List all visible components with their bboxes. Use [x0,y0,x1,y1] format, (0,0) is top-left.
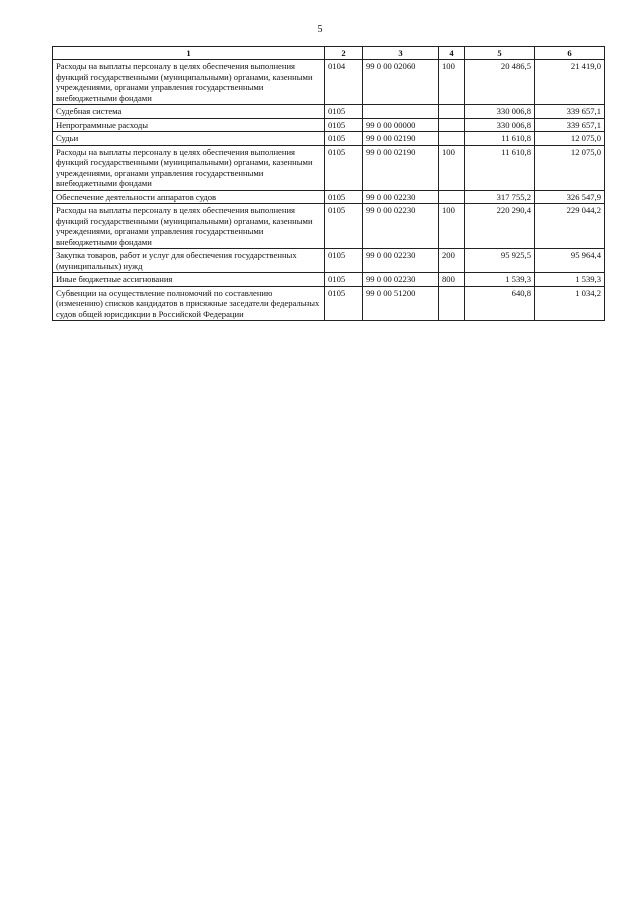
expense-name-cell: Расходы на выплаты персоналу в целях обеспечения выполнения функций государственными (муниципальными) органами, казенными учреждениями, органами управления государственными внебюджетными фондами [53,204,325,249]
table-row [53,190,605,203]
expense-name-cell: Расходы на выплаты персоналу в целях обеспечения выполнения функций государственными (муниципальными) органами, казенными учреждениями, органами управления государственными внебюджетными фондами [53,60,325,105]
expense-type-cell [439,105,465,118]
table-body [53,60,605,321]
amount-year1-cell: 1 539,3 [465,273,535,286]
budget-table [52,46,605,321]
expense-type-cell [439,190,465,203]
expense-type-cell: 800 [439,273,465,286]
section-code-cell: 0105 [325,286,363,320]
section-code-cell: 0105 [325,249,363,273]
expense-name-cell: Закупка товаров, работ и услуг для обеспечения государственных (муниципальных) нужд [53,249,325,273]
section-code-cell: 0105 [325,204,363,249]
target-article-cell: 99 0 00 02190 [363,145,439,190]
amount-year1-cell: 330 006,8 [465,118,535,131]
section-code-cell: 0105 [325,118,363,131]
table-row [53,273,605,286]
amount-year1-cell: 220 290,4 [465,204,535,249]
page-number: 5 [317,24,323,35]
expense-name-cell: Обеспечение деятельности аппаратов судов [53,190,325,203]
expense-name-cell: Судебная система [53,105,325,118]
target-article-cell: 99 0 00 02230 [363,249,439,273]
column-header: 4 [439,47,465,60]
table-row [53,132,605,145]
amount-year2-cell: 229 044,2 [535,204,605,249]
amount-year2-cell: 12 075,0 [535,145,605,190]
section-code-cell: 0105 [325,105,363,118]
section-code-cell: 0105 [325,190,363,203]
table-row [53,105,605,118]
amount-year2-cell: 339 657,1 [535,118,605,131]
table-row [53,204,605,249]
amount-year2-cell: 1 539,3 [535,273,605,286]
target-article-cell: 99 0 00 02190 [363,132,439,145]
expense-name-cell: Расходы на выплаты персоналу в целях обеспечения выполнения функций государственными (муниципальными) органами, казенными учреждениями, органами управления государственными внебюджетными фондами [53,145,325,190]
expense-type-cell [439,132,465,145]
amount-year1-cell: 11 610,8 [465,145,535,190]
target-article-cell: 99 0 00 00000 [363,118,439,131]
amount-year1-cell: 330 006,8 [465,105,535,118]
target-article-cell: 99 0 00 02230 [363,273,439,286]
expense-name-cell: Иные бюджетные ассигнования [53,273,325,286]
expense-type-cell: 100 [439,145,465,190]
amount-year2-cell: 1 034,2 [535,286,605,320]
table-row [53,249,605,273]
expense-type-cell [439,286,465,320]
target-article-cell: 99 0 00 51200 [363,286,439,320]
amount-year2-cell: 326 547,9 [535,190,605,203]
expense-type-cell: 200 [439,249,465,273]
amount-year1-cell: 317 755,2 [465,190,535,203]
column-header: 6 [535,47,605,60]
column-header: 3 [363,47,439,60]
target-article-cell: 99 0 00 02230 [363,190,439,203]
expense-name-cell: Непрограммные расходы [53,118,325,131]
column-header: 2 [325,47,363,60]
expense-name-cell: Субвенции на осуществление полномочий по составлению (изменению) списков кандидатов в присяжные заседатели федеральных судов общей юрисдикции в Российской Федерации [53,286,325,320]
amount-year2-cell: 21 419,0 [535,60,605,105]
amount-year1-cell: 11 610,8 [465,132,535,145]
table-row [53,118,605,131]
section-code-cell: 0104 [325,60,363,105]
amount-year2-cell: 95 964,4 [535,249,605,273]
section-code-cell: 0105 [325,132,363,145]
section-code-cell: 0105 [325,145,363,190]
table-row [53,145,605,190]
target-article-cell: 99 0 00 02060 [363,60,439,105]
amount-year1-cell: 20 486,5 [465,60,535,105]
target-article-cell [363,105,439,118]
amount-year2-cell: 12 075,0 [535,132,605,145]
target-article-cell: 99 0 00 02230 [363,204,439,249]
column-header: 5 [465,47,535,60]
expense-type-cell: 100 [439,204,465,249]
table-row [53,60,605,105]
column-header: 1 [53,47,325,60]
amount-year1-cell: 95 925,5 [465,249,535,273]
table-row [53,286,605,320]
table-header-row [53,47,605,60]
section-code-cell: 0105 [325,273,363,286]
expense-type-cell: 100 [439,60,465,105]
expense-type-cell [439,118,465,131]
expense-name-cell: Судьи [53,132,325,145]
amount-year2-cell: 339 657,1 [535,105,605,118]
amount-year1-cell: 640,8 [465,286,535,320]
